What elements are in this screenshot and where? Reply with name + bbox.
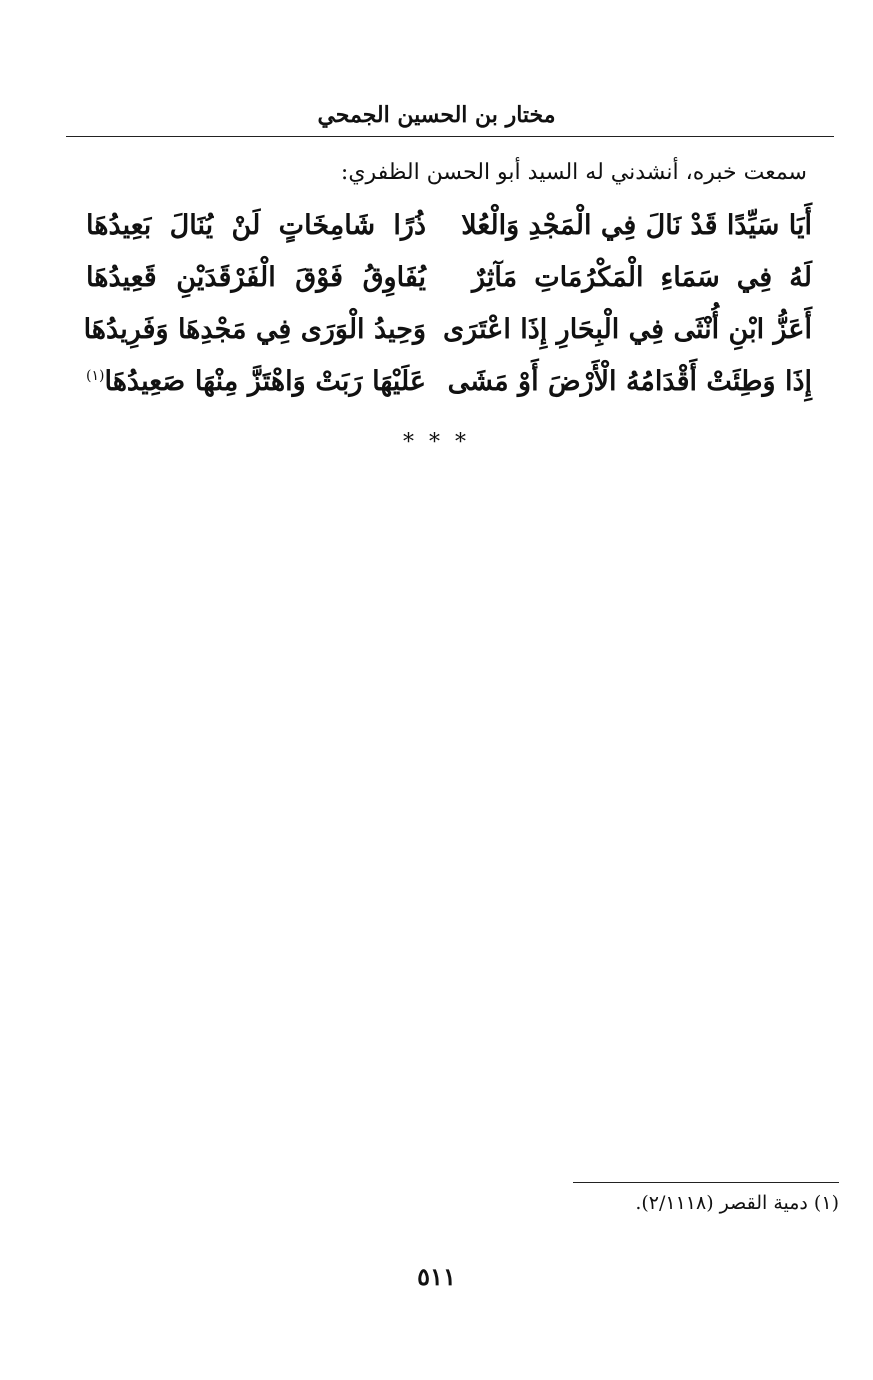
verse-4-second-text: عَلَيْهَا رَبَتْ وَاهْتَزَّ مِنْهَا صَعِيدُهَا [104,366,426,397]
footnote: (١) دمية القصر (٢/١١١٨). [635,1192,839,1214]
verse-3-first-hemistich: أَعَزُّ ابْنِ أُنْثَى فِي الْبِحَارِ إِذَا اعْتَرَى [443,314,812,345]
verse-1-second-hemistich: ذُرًا شَامِخَاتٍ لَنْ يُنَالَ بَعِيدُهَا [86,210,426,241]
verse-1 [66,210,834,262]
header-rule [66,136,834,137]
footnote-marker: (١) [86,368,105,384]
footnote-rule [573,1182,839,1183]
verse-1-first-hemistich: أَيَا سَيِّدًا قَدْ نَالَ فِي الْمَجْدِ وَالْعُلا [461,210,812,241]
verse-4-first-hemistich: إِذَا وَطِئَتْ أَقْدَامُهُ الْأَرْضَ أَوْ مَشَى [447,366,812,397]
verse-4 [66,366,834,418]
verse-2-first-hemistich: لَهُ فِي سَمَاءِ الْمَكْرُمَاتِ مَآثِرٌ [472,262,812,293]
intro-line: سمعت خبره، أنشدني له السيد أبو الحسن الظفري: [340,160,807,185]
verse-2-second-hemistich: يُفَاوِقُ فَوْقَ الْفَرْقَدَيْنِ قَعِيدُهَا [86,262,426,293]
verse-3-second-hemistich: وَحِيدُ الْوَرَى فِي مَجْدِهَا وَفَرِيدُهَا [83,314,426,345]
verse-3 [66,314,834,366]
verse-4-second-hemistich [86,366,426,397]
section-separator: * * * [403,430,470,455]
page-number: ٥١١ [417,1262,456,1291]
poem [66,210,834,418]
running-title: مختار بن الحسين الجمحي [317,102,556,128]
verse-2 [66,262,834,314]
